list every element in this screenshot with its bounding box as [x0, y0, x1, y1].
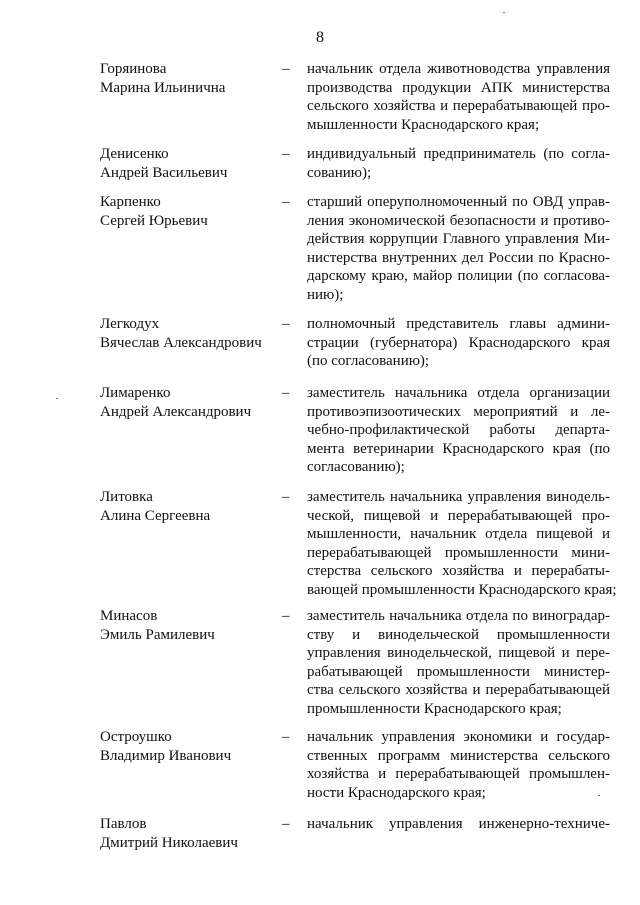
- dash-separator: –: [282, 316, 290, 332]
- member-position: [307, 728, 610, 802]
- position-line: действия коррупции Главного управления Ми-: [307, 231, 610, 248]
- position-line: ности Краснодарского края;: [307, 784, 486, 801]
- position-line: сованию);: [307, 164, 372, 181]
- position-line: ства сельского хозяйства и перерабатывающей: [307, 682, 610, 699]
- member-surname: Остроушко: [100, 729, 172, 745]
- member-position: [307, 193, 610, 305]
- position-line: вающей промышленности Краснодарского края;: [307, 581, 617, 598]
- position-line: (по согласованию);: [307, 353, 430, 370]
- member-name: [100, 607, 278, 644]
- position-line: начальник отдела животноводства управления: [307, 61, 610, 77]
- position-line: чебно-профилактической работы департа-: [307, 422, 610, 439]
- position-line: противоэпизоотических мероприятий и ле-: [307, 403, 610, 420]
- dash-separator: –: [282, 385, 290, 401]
- position-line: согласованию);: [307, 459, 405, 476]
- position-line: ческой, пищевой и перерабатывающей про-: [307, 507, 610, 524]
- member-position: [307, 315, 610, 371]
- position-line: перерабатывающей промышленности мини-: [307, 544, 610, 561]
- member-surname: Минасов: [100, 608, 158, 624]
- position-line: старший оперуполномоченный по ОВД управ-: [307, 194, 610, 210]
- member-name: [100, 60, 278, 97]
- dash-separator: –: [282, 816, 290, 832]
- page-number: 8: [316, 29, 324, 46]
- member-position: [307, 488, 617, 600]
- position-line: заместитель начальника управления винодель-: [307, 489, 610, 505]
- dash-separator: –: [282, 194, 290, 210]
- member-name: [100, 193, 278, 230]
- member-position: [307, 60, 610, 134]
- dash-separator: –: [282, 61, 290, 77]
- scan-speck: [598, 795, 600, 796]
- member-name: [100, 488, 278, 525]
- position-line: ству и винодельческой промышленности: [307, 626, 610, 643]
- member-name: [100, 315, 278, 352]
- member-surname: Легкодух: [100, 316, 160, 332]
- position-line: промышленности Краснодарского края;: [307, 700, 562, 717]
- position-line: дарскому краю, майор полиции (по согласова-: [307, 268, 610, 285]
- member-name: [100, 728, 278, 765]
- member-given-name: Вячеслав Александрович: [100, 334, 262, 351]
- position-line: рабатывающей промышленности министер-: [307, 663, 610, 680]
- member-position: [307, 145, 610, 182]
- member-given-name: Марина Ильинична: [100, 79, 226, 96]
- member-given-name: Андрей Александрович: [100, 403, 252, 420]
- position-line: мента ветеринарии Краснодарского края (по: [307, 440, 610, 457]
- member-given-name: Владимир Иванович: [100, 747, 232, 764]
- member-surname: Лимаренко: [100, 385, 171, 401]
- member-surname: Павлов: [100, 816, 147, 832]
- member-given-name: Эмиль Рамилевич: [100, 626, 215, 643]
- position-line: ления экономической безопасности и противо-: [307, 212, 610, 229]
- member-surname: Карпенко: [100, 194, 161, 210]
- dash-separator: –: [282, 608, 290, 624]
- member-position: [307, 815, 610, 834]
- dash-separator: –: [282, 146, 290, 162]
- position-line: сельского хозяйства и перерабатывающей про-: [307, 98, 610, 115]
- member-surname: Денисенко: [100, 146, 169, 162]
- position-line: управления винодельческой, пищевой и пере-: [307, 645, 610, 662]
- member-surname: Горяинова: [100, 61, 167, 77]
- position-line: стерства сельского хозяйства и перерабаты-: [307, 563, 610, 580]
- scan-speck: [503, 12, 505, 13]
- position-line: начальник управления экономики и государ-: [307, 729, 610, 745]
- position-line: страции (губернатора) Краснодарского края: [307, 334, 610, 351]
- member-surname: Литовка: [100, 489, 153, 505]
- position-line: полномочный представитель главы админи-: [307, 316, 610, 332]
- position-line: заместитель начальника отдела организации: [307, 385, 610, 401]
- member-given-name: Дмитрий Николаевич: [100, 834, 238, 851]
- member-position: [307, 607, 610, 719]
- position-line: хозяйства и перерабатывающей промышлен-: [307, 766, 610, 783]
- position-line: мышленности, начальник отдела пищевой и: [307, 526, 610, 543]
- member-given-name: Сергей Юрьевич: [100, 212, 208, 229]
- dash-separator: –: [282, 729, 290, 745]
- member-position: [307, 384, 610, 477]
- position-line: нию);: [307, 286, 344, 303]
- dash-separator: –: [282, 489, 290, 505]
- position-line: начальник управления инженерно-техниче-: [307, 816, 610, 832]
- member-given-name: Алина Сергеевна: [100, 507, 211, 524]
- position-line: производства продукции АПК министерства: [307, 79, 610, 96]
- scan-speck: [56, 398, 58, 399]
- member-name: [100, 145, 278, 182]
- position-line: мышленности Краснодарского края;: [307, 116, 540, 133]
- member-name: [100, 815, 278, 852]
- member-name: [100, 384, 278, 421]
- position-line: нистерства внутренних дел России по Красно-: [307, 249, 610, 266]
- member-given-name: Андрей Васильевич: [100, 164, 228, 181]
- position-line: ственных программ министерства сельского: [307, 747, 610, 764]
- position-line: заместитель начальника отдела по виноградар-: [307, 608, 610, 624]
- position-line: индивидуальный предприниматель (по согла-: [307, 146, 610, 162]
